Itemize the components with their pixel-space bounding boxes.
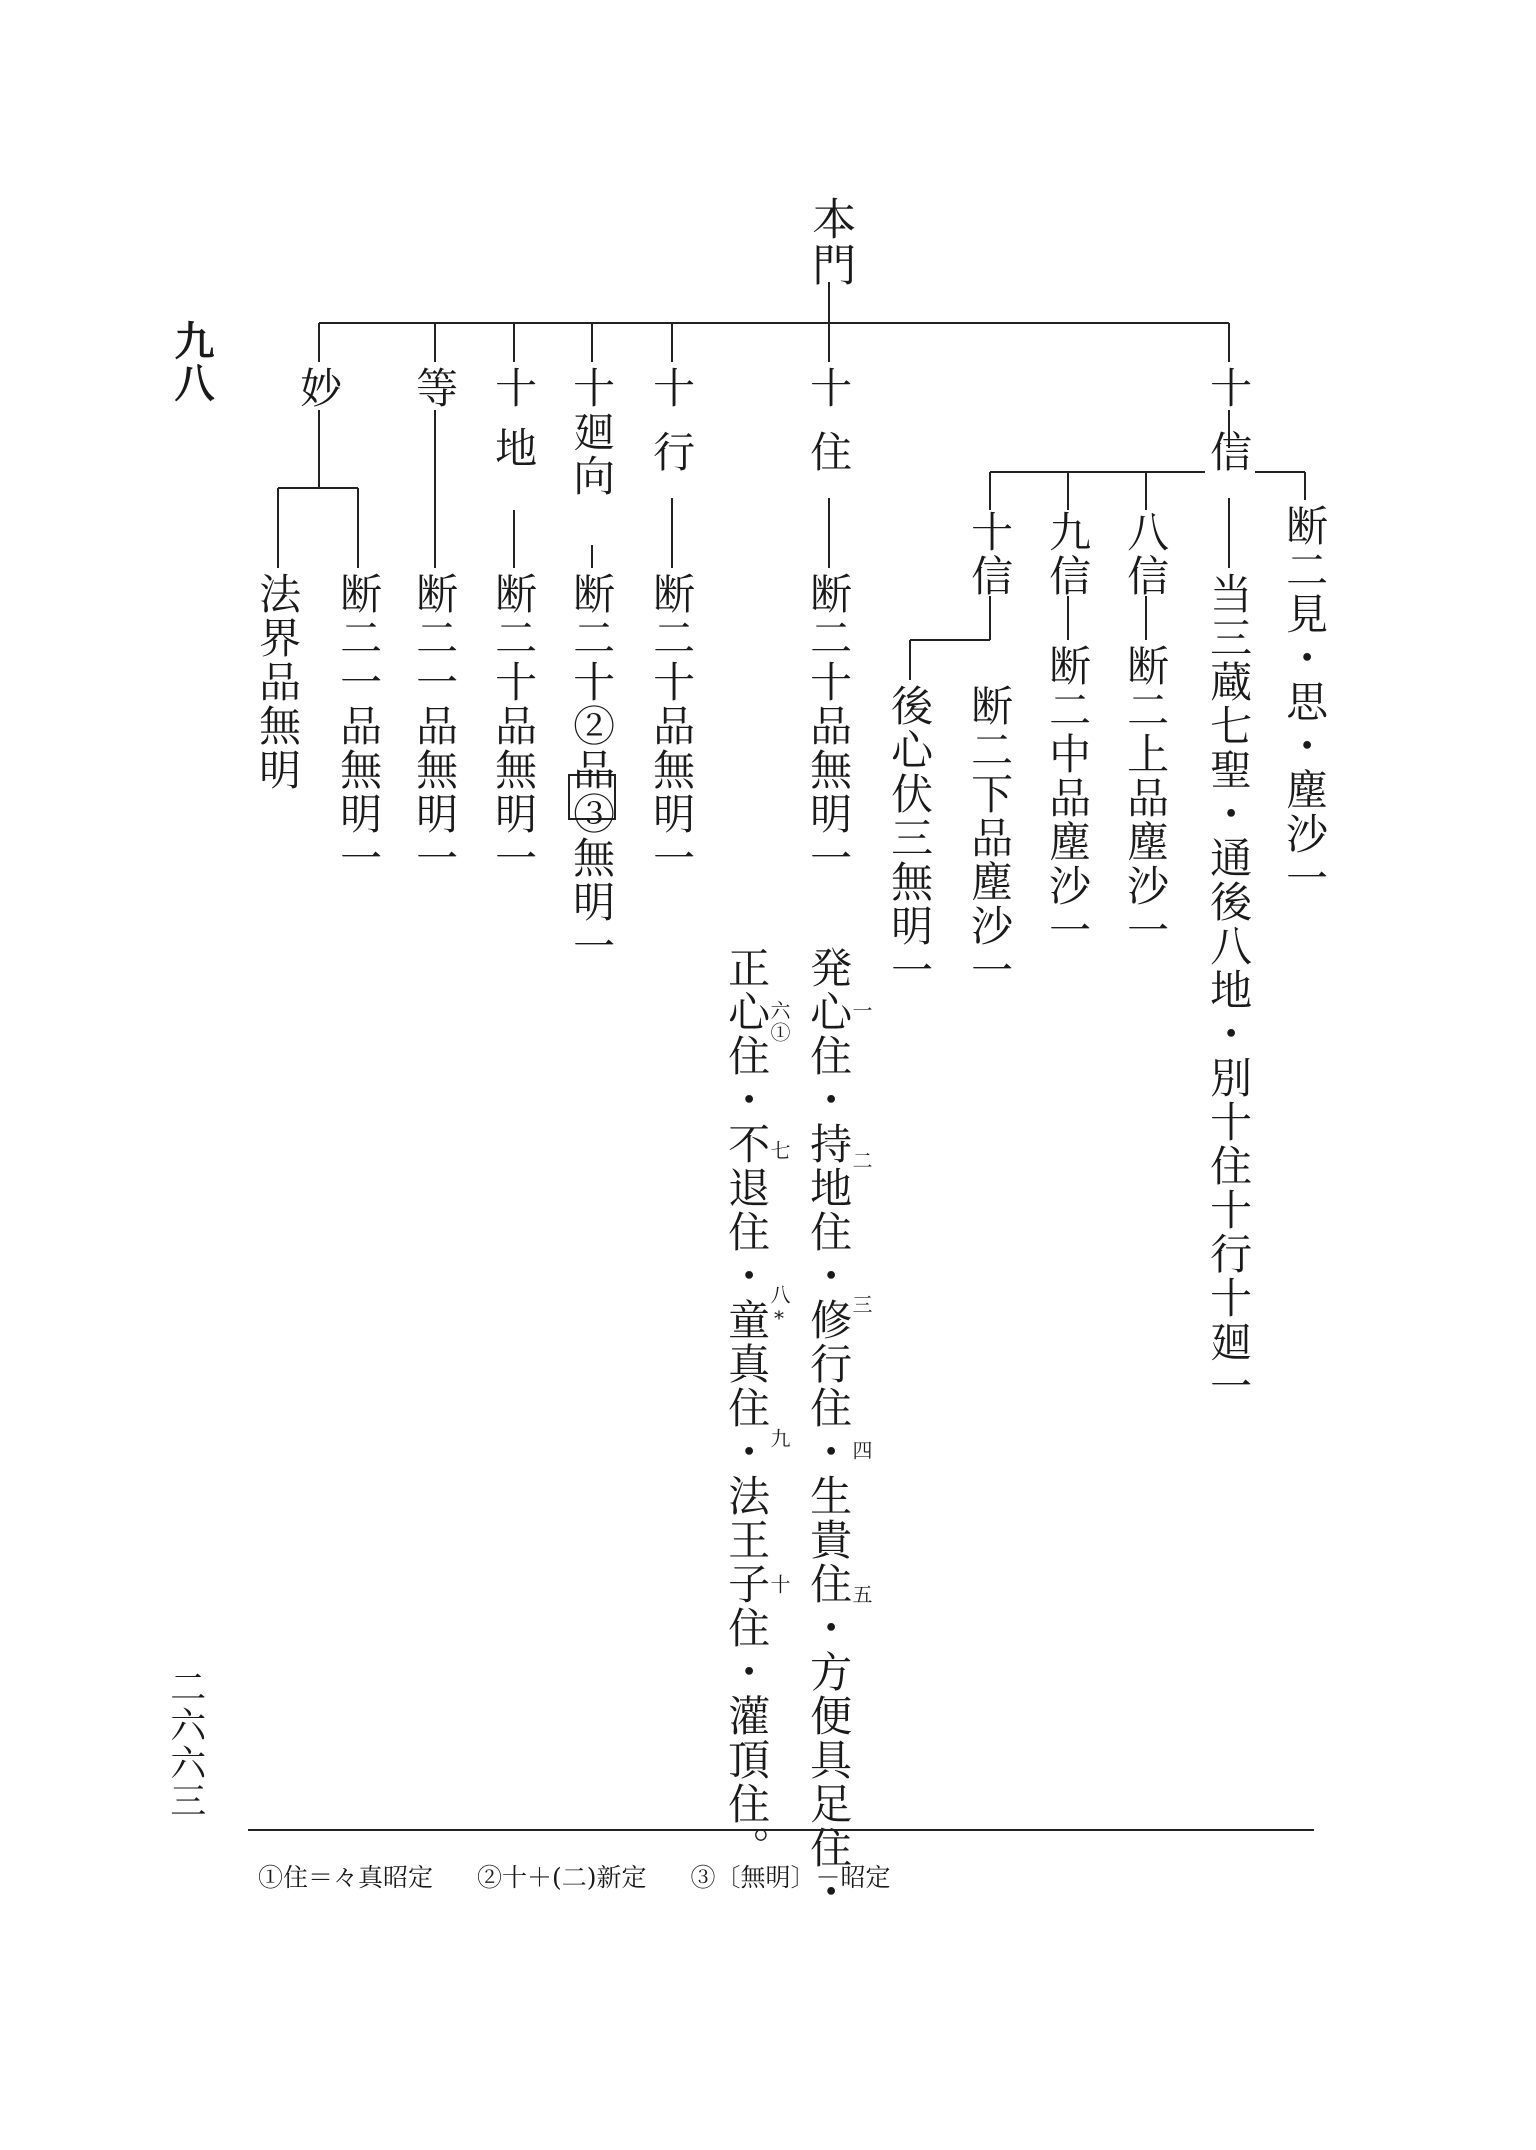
branch-myo-sub2: 法界品無明	[253, 572, 303, 792]
footnotes	[258, 1858, 926, 1894]
juju-num-7: 七	[767, 1140, 791, 1162]
hasshin-label: 八信	[1121, 510, 1171, 598]
footnote-3: ③〔無明〕－昭定	[690, 1863, 891, 1892]
juju-num-4: 四	[849, 1440, 873, 1462]
hasshin-sub: 断二上品塵沙一	[1121, 644, 1171, 952]
branch-jushin-head: 十信	[1204, 366, 1254, 494]
juju-num-10: 十	[767, 1574, 791, 1596]
branch-juju-head: 十住	[804, 366, 854, 494]
juju-list-1: 発心住・持地住・修行住・生貴住・方便具足住・	[804, 946, 854, 1914]
juju-num-9: 九	[767, 1428, 791, 1450]
branch-myo-sub1: 断二一品無明一	[334, 572, 384, 880]
jushin2-sub2: 後心伏三無明一	[885, 684, 935, 992]
branch-jugyo-sub: 断二十品無明一	[647, 572, 697, 880]
footnote-2: ②十＋(二)新定	[476, 1863, 647, 1892]
jushin2-label: 十信	[965, 510, 1015, 598]
page-number: 二六六三	[164, 1668, 206, 1820]
branch-myo-head: 妙	[294, 366, 344, 410]
juju-num-2: 二	[849, 1150, 873, 1172]
footnote-rule	[248, 1829, 1314, 1831]
volume-number: 九八	[168, 320, 215, 404]
juju-num-6: 六①	[767, 1000, 791, 1044]
jushin2-sub: 断二下品塵沙一	[965, 684, 1015, 992]
branch-juekou-sub: 断二十②品③無明一	[567, 572, 617, 968]
branch-jugyo-head: 十行	[647, 366, 697, 494]
branch-juekou-head: 十廻向	[567, 366, 617, 498]
branch-to-head: 等	[410, 366, 460, 410]
juju-num-5: 五	[849, 1584, 873, 1606]
branch-to-sub: 断二一品無明一	[410, 572, 460, 880]
branch-juji-sub: 断二十品無明一	[489, 572, 539, 880]
footnote-1: ①住＝々真昭定	[258, 1863, 434, 1892]
branch-juju-sub: 断二十品無明一	[804, 572, 854, 880]
juju-list-2: 正心住・不退住・童真住・法王子住・灌頂住。	[722, 946, 772, 1870]
juju-num-3: 三	[849, 1294, 873, 1316]
branch-juji-head: 十地	[489, 366, 539, 486]
juju-num-8: 八*	[767, 1284, 791, 1332]
jushin-main: 当三蔵七聖・通後八地・別十住十行十廻一	[1204, 572, 1254, 1408]
juju-num-1: 一	[849, 1000, 873, 1022]
kushin-label: 九信	[1043, 510, 1093, 598]
kushin-sub: 断二中品塵沙一	[1043, 644, 1093, 952]
jushin-top: 断二見・思・塵沙一	[1280, 504, 1330, 900]
root-label: 本門	[804, 196, 856, 288]
